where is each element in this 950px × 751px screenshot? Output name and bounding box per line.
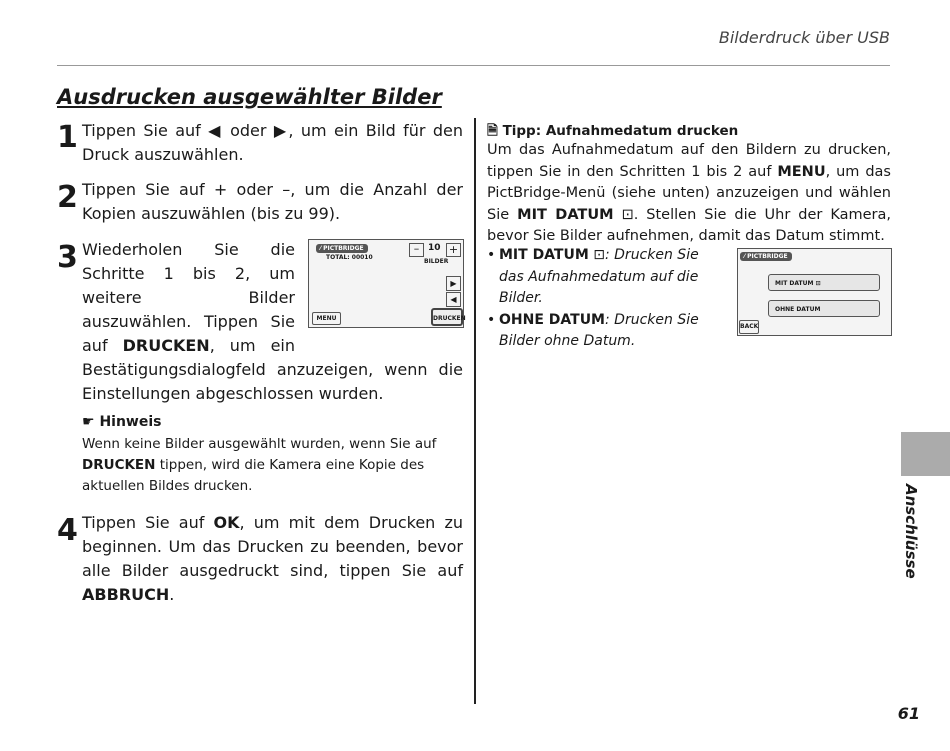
camera-screen-print-select <box>308 239 464 328</box>
drucken-button[interactable]: DRUCKEN <box>431 308 463 326</box>
header-rule <box>57 65 890 66</box>
back-button[interactable]: BACK <box>739 320 759 334</box>
pictbridge-badge: ⁄ PICTBRIDGE <box>316 244 368 253</box>
tip-body: Um das Aufnahmedatum auf den Bildern zu drucken, tippen Sie in den Schritten 1 bis 2 auf MENU, um das PictBridge-Menü (siehe unten) anzuzeigen und wählen Sie MIT DATUM ⊡. Stellen Sie die Uhr der Kamera, bevor Sie Bilder aufnehmen, damit das Datum stimmt. <box>487 142 892 244</box>
copy-count: 10 <box>428 243 441 253</box>
mit-datum-option[interactable]: MIT DATUM ⊡ <box>768 274 880 291</box>
pictbridge-badge: ⁄ PICTBRIDGE <box>740 252 792 261</box>
print-icon: ⁄ <box>320 245 324 252</box>
bilder-label: BILDER <box>424 258 449 265</box>
note-heading: ☛ Hinweis <box>82 414 162 430</box>
step-1-number: 1 <box>57 120 78 155</box>
pointing-hand-icon: ☛ <box>82 414 95 430</box>
minus-button[interactable]: – <box>409 243 424 257</box>
chapter-label: Anschlüsse <box>902 484 920 579</box>
step-3-number: 3 <box>57 240 78 275</box>
date-stamp-icon: ⊡ <box>593 247 605 263</box>
date-stamp-icon: ⊡ <box>815 280 821 287</box>
print-icon: ⁄ <box>744 253 748 260</box>
tip-icon: 🗎 <box>487 123 498 139</box>
column-divider <box>474 118 476 704</box>
step-2-number: 2 <box>57 180 78 215</box>
step-3-text: Wiederholen Sie die Schritte 1 bis 2, um weitere Bilder auszuwählen. Tippen Sie auf DRUCKEN, um ein Bestätigungsdialogfeld anzuzeigen, wenn die Einstellungen abgeschlossen wurden. <box>82 240 463 403</box>
list-item: • OHNE DATUM: Drucken Sie Bilder ohne Datum. <box>487 311 699 349</box>
note-body: Wenn keine Bilder ausgewählt wurden, wenn Sie auf DRUCKEN tippen, wird die Kamera eine Kopie des aktuellen Bildes drucken. <box>82 436 437 494</box>
plus-button[interactable]: + <box>446 243 461 257</box>
section-title: Ausdrucken ausgewählter Bilder <box>57 85 442 109</box>
section-tab <box>901 432 950 476</box>
camera-screen-date-menu <box>737 248 892 336</box>
tip-bullets <box>487 245 727 353</box>
step-4-text: Tippen Sie auf OK, um mit dem Drucken zu beginnen. Um das Drucken zu beenden, bevor alle Bilder ausgedruckt sind, tippen Sie auf ABBRUCH. <box>82 513 463 604</box>
total-readout: TOTAL: 00010 <box>326 254 373 261</box>
next-arrow-button[interactable]: ▶ <box>446 276 461 291</box>
menu-button[interactable]: MENU <box>312 312 341 325</box>
date-stamp-icon: ⊡ <box>621 206 634 223</box>
running-header: Bilderdruck über USB <box>718 28 890 47</box>
step-2-text: Tippen Sie auf + oder –, um die Anzahl der Kopien auszuwählen (bis zu 99). <box>82 180 463 223</box>
list-item: • MIT DATUM ⊡: Drucken Sie das Aufnahmedatum auf die Bilder. <box>487 247 699 306</box>
page-number: 61 <box>897 704 920 723</box>
prev-arrow-button[interactable]: ◀ <box>446 292 461 307</box>
step-1-text: Tippen Sie auf ◀ oder ▶, um ein Bild für den Druck auszuwählen. <box>82 121 463 164</box>
tip-heading: 🗎 Tipp: Aufnahmedatum drucken <box>487 123 739 139</box>
step-4-number: 4 <box>57 513 78 548</box>
ohne-datum-option[interactable]: OHNE DATUM <box>768 300 880 317</box>
